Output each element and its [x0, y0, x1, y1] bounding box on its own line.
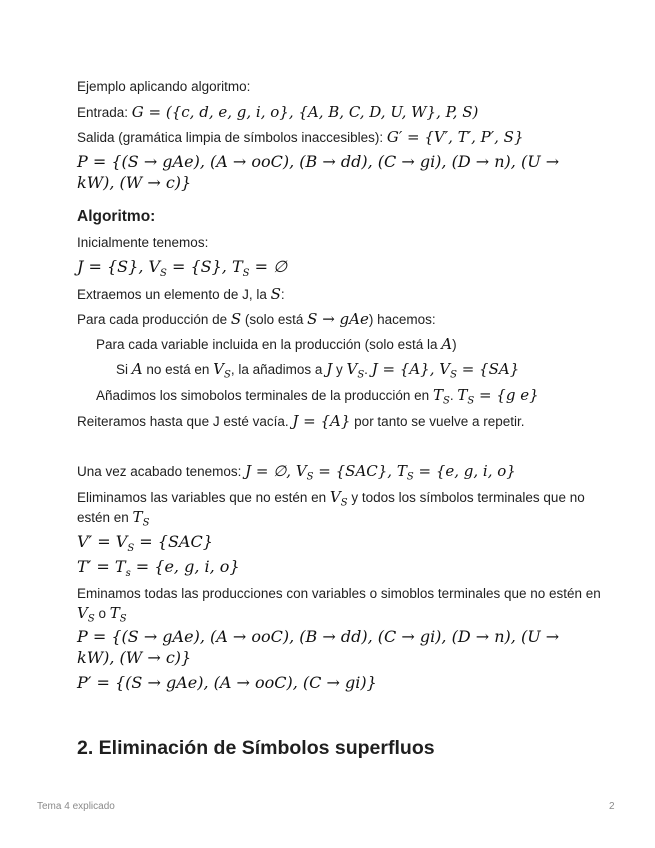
- productions-line-1: P = {(S → gAe), (A → ooC), (B → dd), (C → gi), (D → n), (U →: [77, 152, 560, 171]
- una-vez-line: Una vez acabado tenemos: J = ∅, $V_S = \{SAC\}$, $T_S = \{e$, g, i, o}: [77, 462, 516, 483]
- init-math: J = {S}, $V_S = \{S\}$, $T_S$ = ∅: [77, 257, 288, 280]
- algoritmo-heading: Algoritmo:: [77, 208, 156, 225]
- tprime-line: $T' = T_s = \{e$, g, i, o}: [77, 557, 240, 580]
- eliminamos-line: Eliminamos las variables que no estén en $V_S$ y todos los símbolos terminales que no: [77, 488, 585, 509]
- footer-title: Tema 4 explicado: [37, 801, 115, 812]
- para-variable-line: Para cada variable incluida en la producción (solo está la A): [96, 335, 457, 353]
- productions2-line-1: P = {(S → gAe), (A → ooC), (B → dd), (C → gi), (D → n), (U →: [77, 627, 560, 646]
- entrada-line: [77, 103, 478, 122]
- eminamos-line: Eminamos todas las producciones con variables o simoblos terminales que no estén en: [77, 586, 601, 601]
- extraemos-line: Extraemos un elemento de J, la S:: [77, 285, 285, 303]
- reiteramos-line: Reiteramos hasta que J esté vacía. J = {A} por tanto se vuelve a repetir.: [77, 412, 525, 430]
- page-number: 2: [609, 801, 615, 812]
- si-line: Si A no está en $V_S$, la añadimos a J y $V_S$. J = {A}, $V_S = \{SA\}$: [116, 360, 520, 381]
- inicial-text: Inicialmente tenemos:: [77, 235, 209, 250]
- salida-math: G′ = {V′, T′, P′, S}: [386, 128, 524, 146]
- example-title: Ejemplo aplicando algoritmo:: [77, 79, 251, 94]
- vprime-line: $V' = V_S = \{SAC\}$: [77, 532, 213, 555]
- eliminamos-line-2: estén en $T_S$: [77, 508, 150, 529]
- eminamos-line-2: $V_S$ o $T_S$: [77, 604, 127, 625]
- entrada-label: Entrada:: [77, 105, 132, 120]
- section-heading: 2. Eliminación de Símbolos superfluos: [77, 737, 435, 759]
- salida-line: [77, 128, 524, 147]
- anadimos-line: Añadimos los simobolos terminales de la producción en $T_S$. $T_S = \{g$ e}: [96, 386, 539, 407]
- pprime-line: P′ = {(S → gAe), (A → ooC), (C → gi)}: [77, 673, 377, 692]
- productions-line-2: kW), (W → c)}: [77, 173, 192, 192]
- entrada-math: G = ({c, d, e, g, i, o}, {A, B, C, D, U, W}, P, S): [131, 103, 479, 121]
- para-cada-line: Para cada producción de S (solo está S → gAe) hacemos:: [77, 310, 436, 328]
- salida-label: Salida (gramática limpia de símbolos inaccesibles):: [77, 130, 387, 145]
- productions2-line-2: kW), (W → c)}: [77, 648, 192, 667]
